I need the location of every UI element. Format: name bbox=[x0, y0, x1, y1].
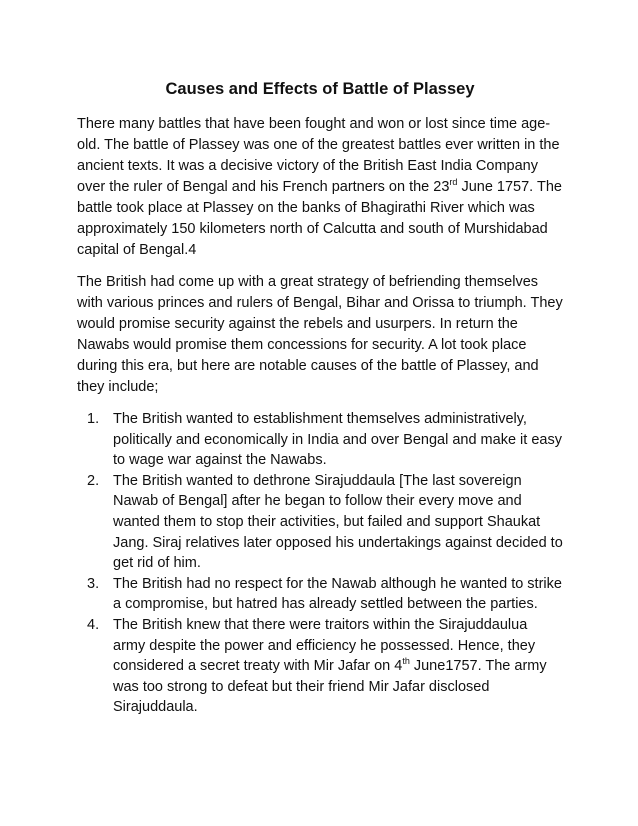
intro-text-start: There many battles that have been fought and won or lost since time age-old. The battle of Plassey was one of the greatest battles ever written in the ancient texts. It was a decisive victory of the British East India Company over the ruler of Bengal and his French partners on the 23 bbox=[77, 116, 560, 195]
ordinal-suffix: rd bbox=[449, 177, 458, 188]
list-number: 4. bbox=[87, 616, 100, 633]
document-page bbox=[77, 78, 563, 718]
list-item bbox=[77, 471, 563, 574]
ordinal-suffix: th bbox=[402, 656, 410, 667]
list-item-text: The British had no respect for the Nawab although he wanted to strike a compromise, but hatred has already settled between the parties. bbox=[113, 575, 562, 613]
list-item-text-end: June1757. The army was too strong to defeat but their friend Mir Jafar disclosed Sirajuddaula. bbox=[113, 658, 547, 716]
intro-text-end: June 1757. The battle took place at Plassey on the banks of Bhagirathi River which was approximately 150 kilometers north of Calcutta and south of Murshidabad capital of Bengal.4 bbox=[77, 179, 562, 258]
list-item bbox=[77, 574, 563, 615]
list-number: 2. bbox=[87, 472, 100, 489]
list-item bbox=[77, 615, 563, 718]
list-item-text: The British wanted to dethrone Sirajuddaula [The last sovereign Nawab of Bengal] after he began to follow their every move and wanted them to stop their activities, but failed and support Shaukat Jang. Siraj relatives later opposed his undertakings against decided to get rid of him. bbox=[113, 472, 563, 572]
causes-list bbox=[77, 409, 563, 718]
list-item bbox=[77, 409, 563, 471]
list-item-text-start: The British knew that there were traitors within the Sirajuddaulua army despite the power and efficiency he possessed. Hence, they considered a secret treaty with Mir Jafar on 4 bbox=[113, 616, 536, 675]
list-item-text bbox=[113, 617, 547, 715]
list-number: 1. bbox=[87, 411, 100, 427]
strategy-paragraph: The British had come up with a great strategy of befriending themselves with various princes and rulers of Bengal, Bihar and Orissa to triumph. They would promise security against the rebels and usurpers. In return the Nawabs would promise them concessions for security. A lot took place during this era, but here are notable causes of the battle of Plassey, and they include; bbox=[77, 274, 563, 395]
intro-paragraph bbox=[77, 114, 563, 261]
list-number: 3. bbox=[87, 575, 100, 592]
page-title: Causes and Effects of Battle of Plassey bbox=[165, 80, 475, 98]
list-item-text: The British wanted to establishment themselves administratively, politically and economically in India and over Bengal and make it easy to wage war against the Nawabs. bbox=[113, 411, 562, 469]
